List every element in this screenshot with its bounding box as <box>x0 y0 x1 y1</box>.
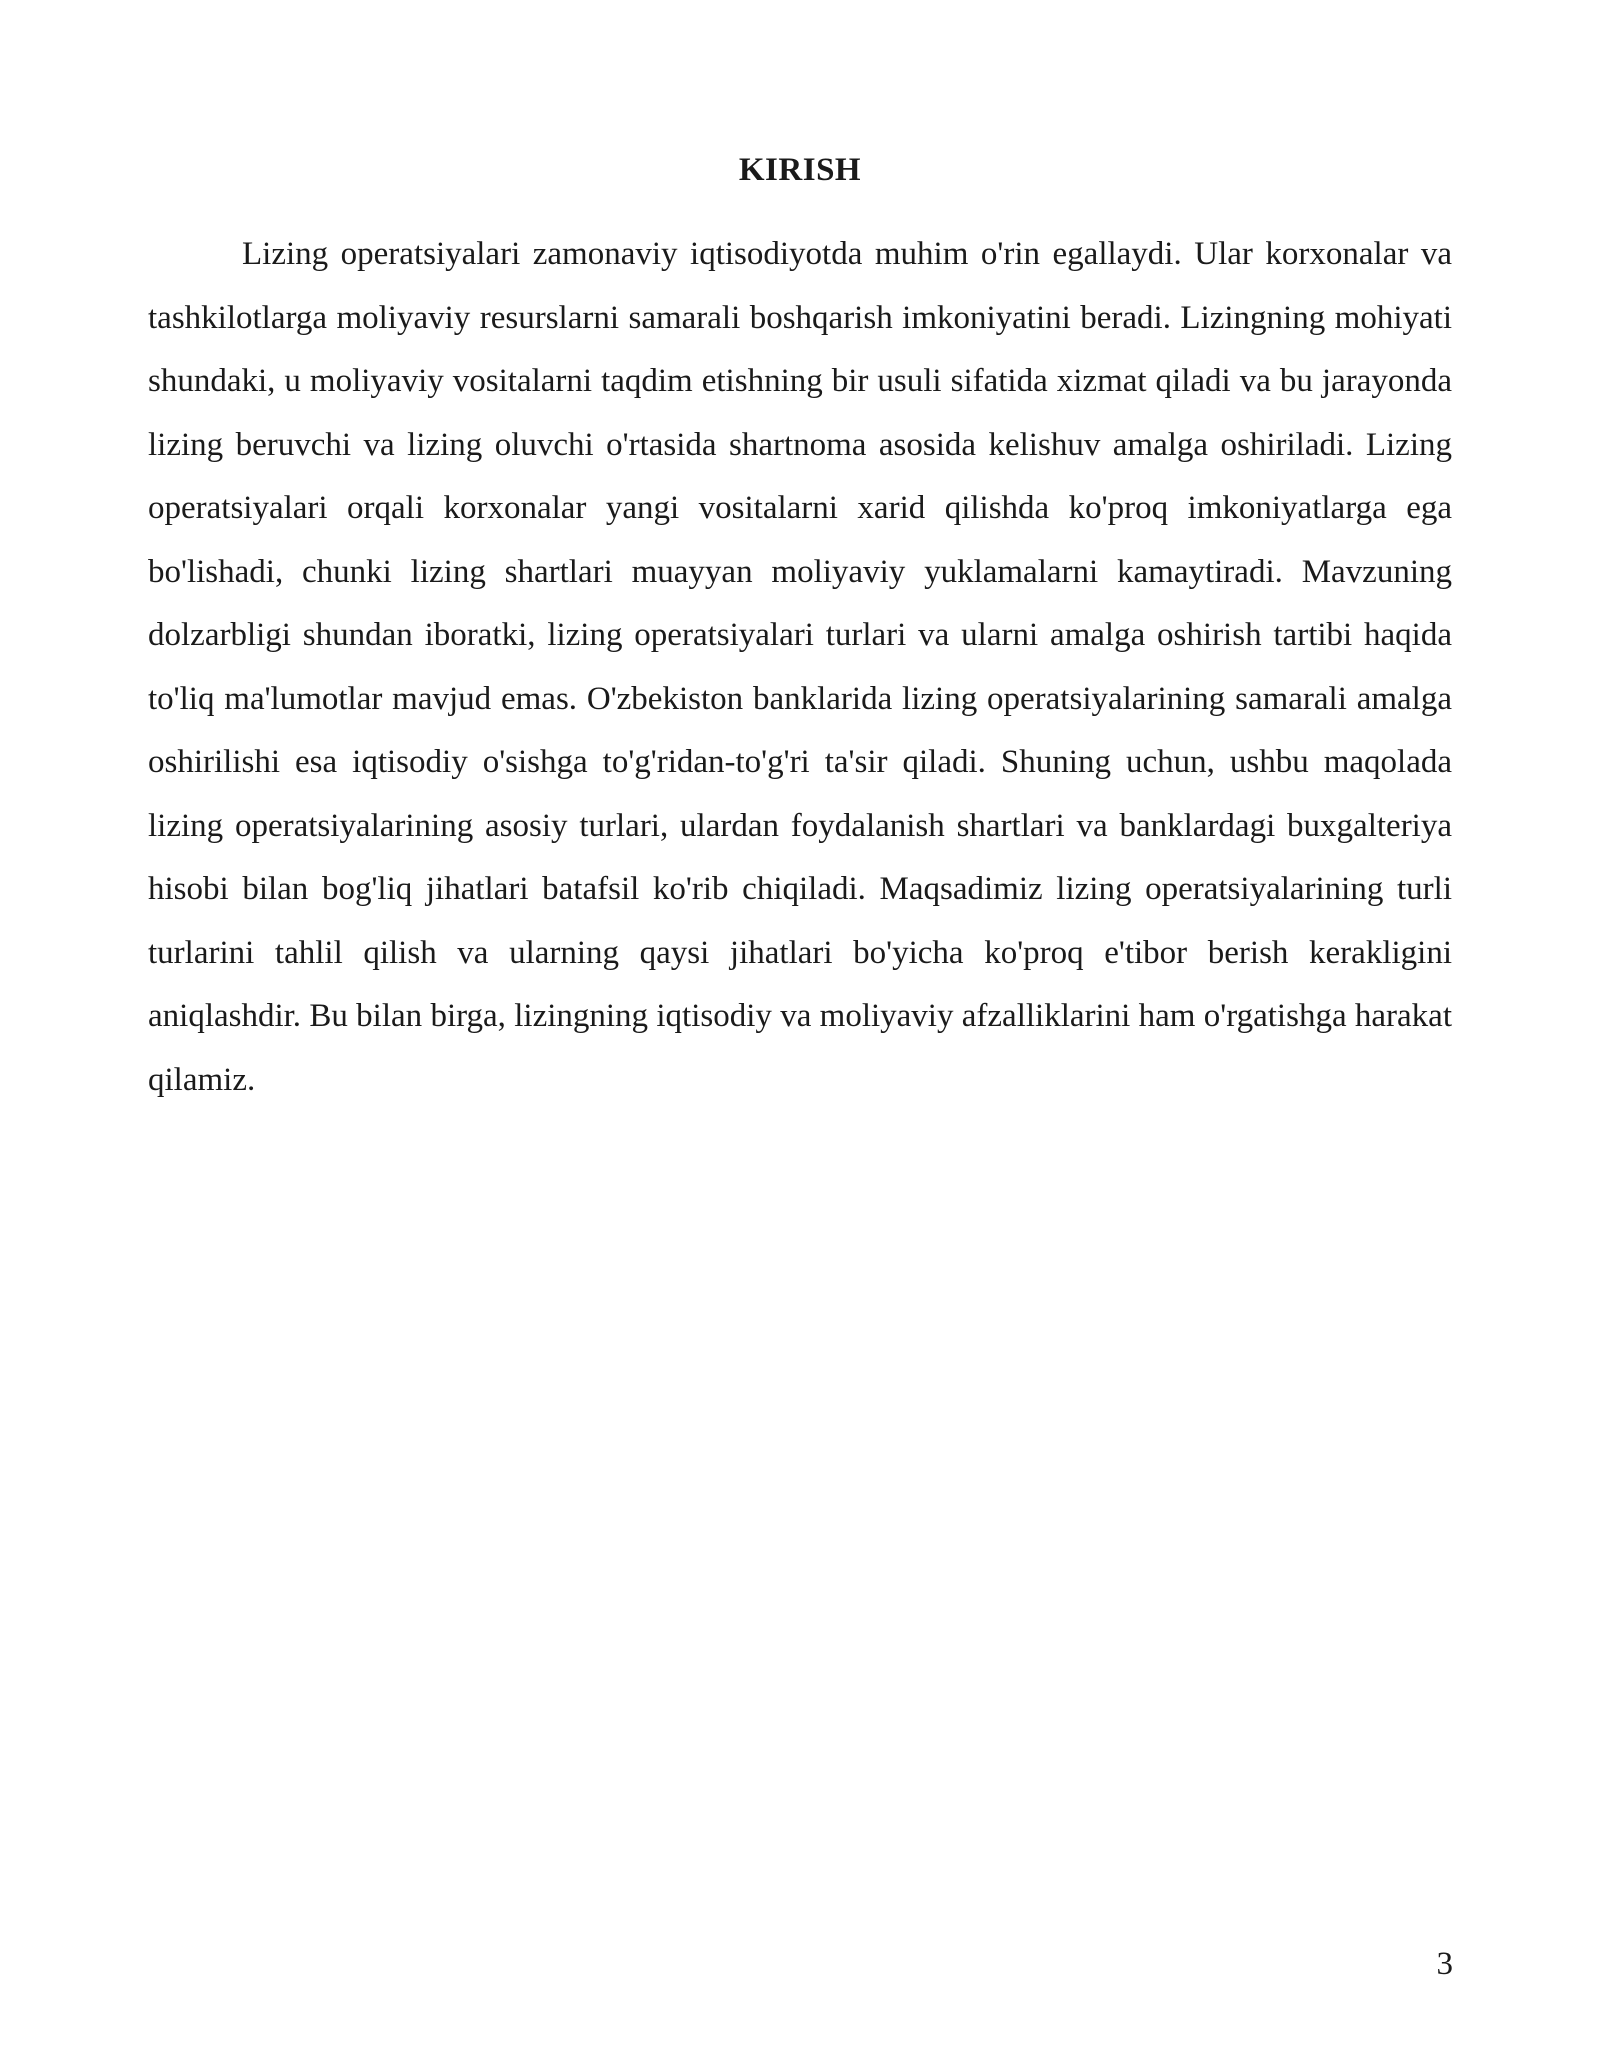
section-heading: KIRISH <box>738 152 862 188</box>
page-number: 3 <box>1436 1946 1453 1982</box>
body-paragraph: Lizing operatsiyalari zamonaviy iqtisodiyotda muhim o'rin egallaydi. Ular korxonalar va tashkilotlarga moliyaviy resurslarni samarali boshqarish imkoniyatini beradi. Lizingning mohiyati shundaki, u moliyaviy vositalarni taqdim etishning bir usuli sifatida xizmat qiladi va bu jarayonda lizing beruvchi va lizing oluvchi o'rtasida shartnoma asosida kelishuv amalga oshiriladi. Lizing operatsiyalari orqali korxonalar yangi vositalarni xarid qilishda ko'proq imkoniyatlarga ega bo'lishadi, chunki lizing shartlari muayyan moliyaviy yuklamalarni kamaytiradi. Mavzuning dolzarbligi shundan iboratki, lizing operatsiyalari turlari va ularni amalga oshirish tartibi haqida to'liq ma'lumotlar mavjud emas. O'zbekiston banklarida lizing operatsiyalarining samarali amalga oshirilishi esa iqtisodiy o'sishga to'g'ridan-to'g'ri ta'sir qiladi. Shuning uchun, ushbu maqolada lizing operatsiyalarining asosiy turlari, ulardan foydalanish shartlari va banklardagi buxgalteriya hisobi bilan bog'liq jihatlari batafsil ko'rib chiqiladi. Maqsadimiz lizing operatsiyalarining turli turlarini tahlil qilish va ularning qaysi jihatlari bo'yicha ko'proq e'tibor berish kerakligini aniqlashdir. Bu bilan birga, lizingning iqtisodiy va moliyaviy afzalliklarini ham o'rgatishga harakat qilamiz. <box>148 236 1452 1098</box>
